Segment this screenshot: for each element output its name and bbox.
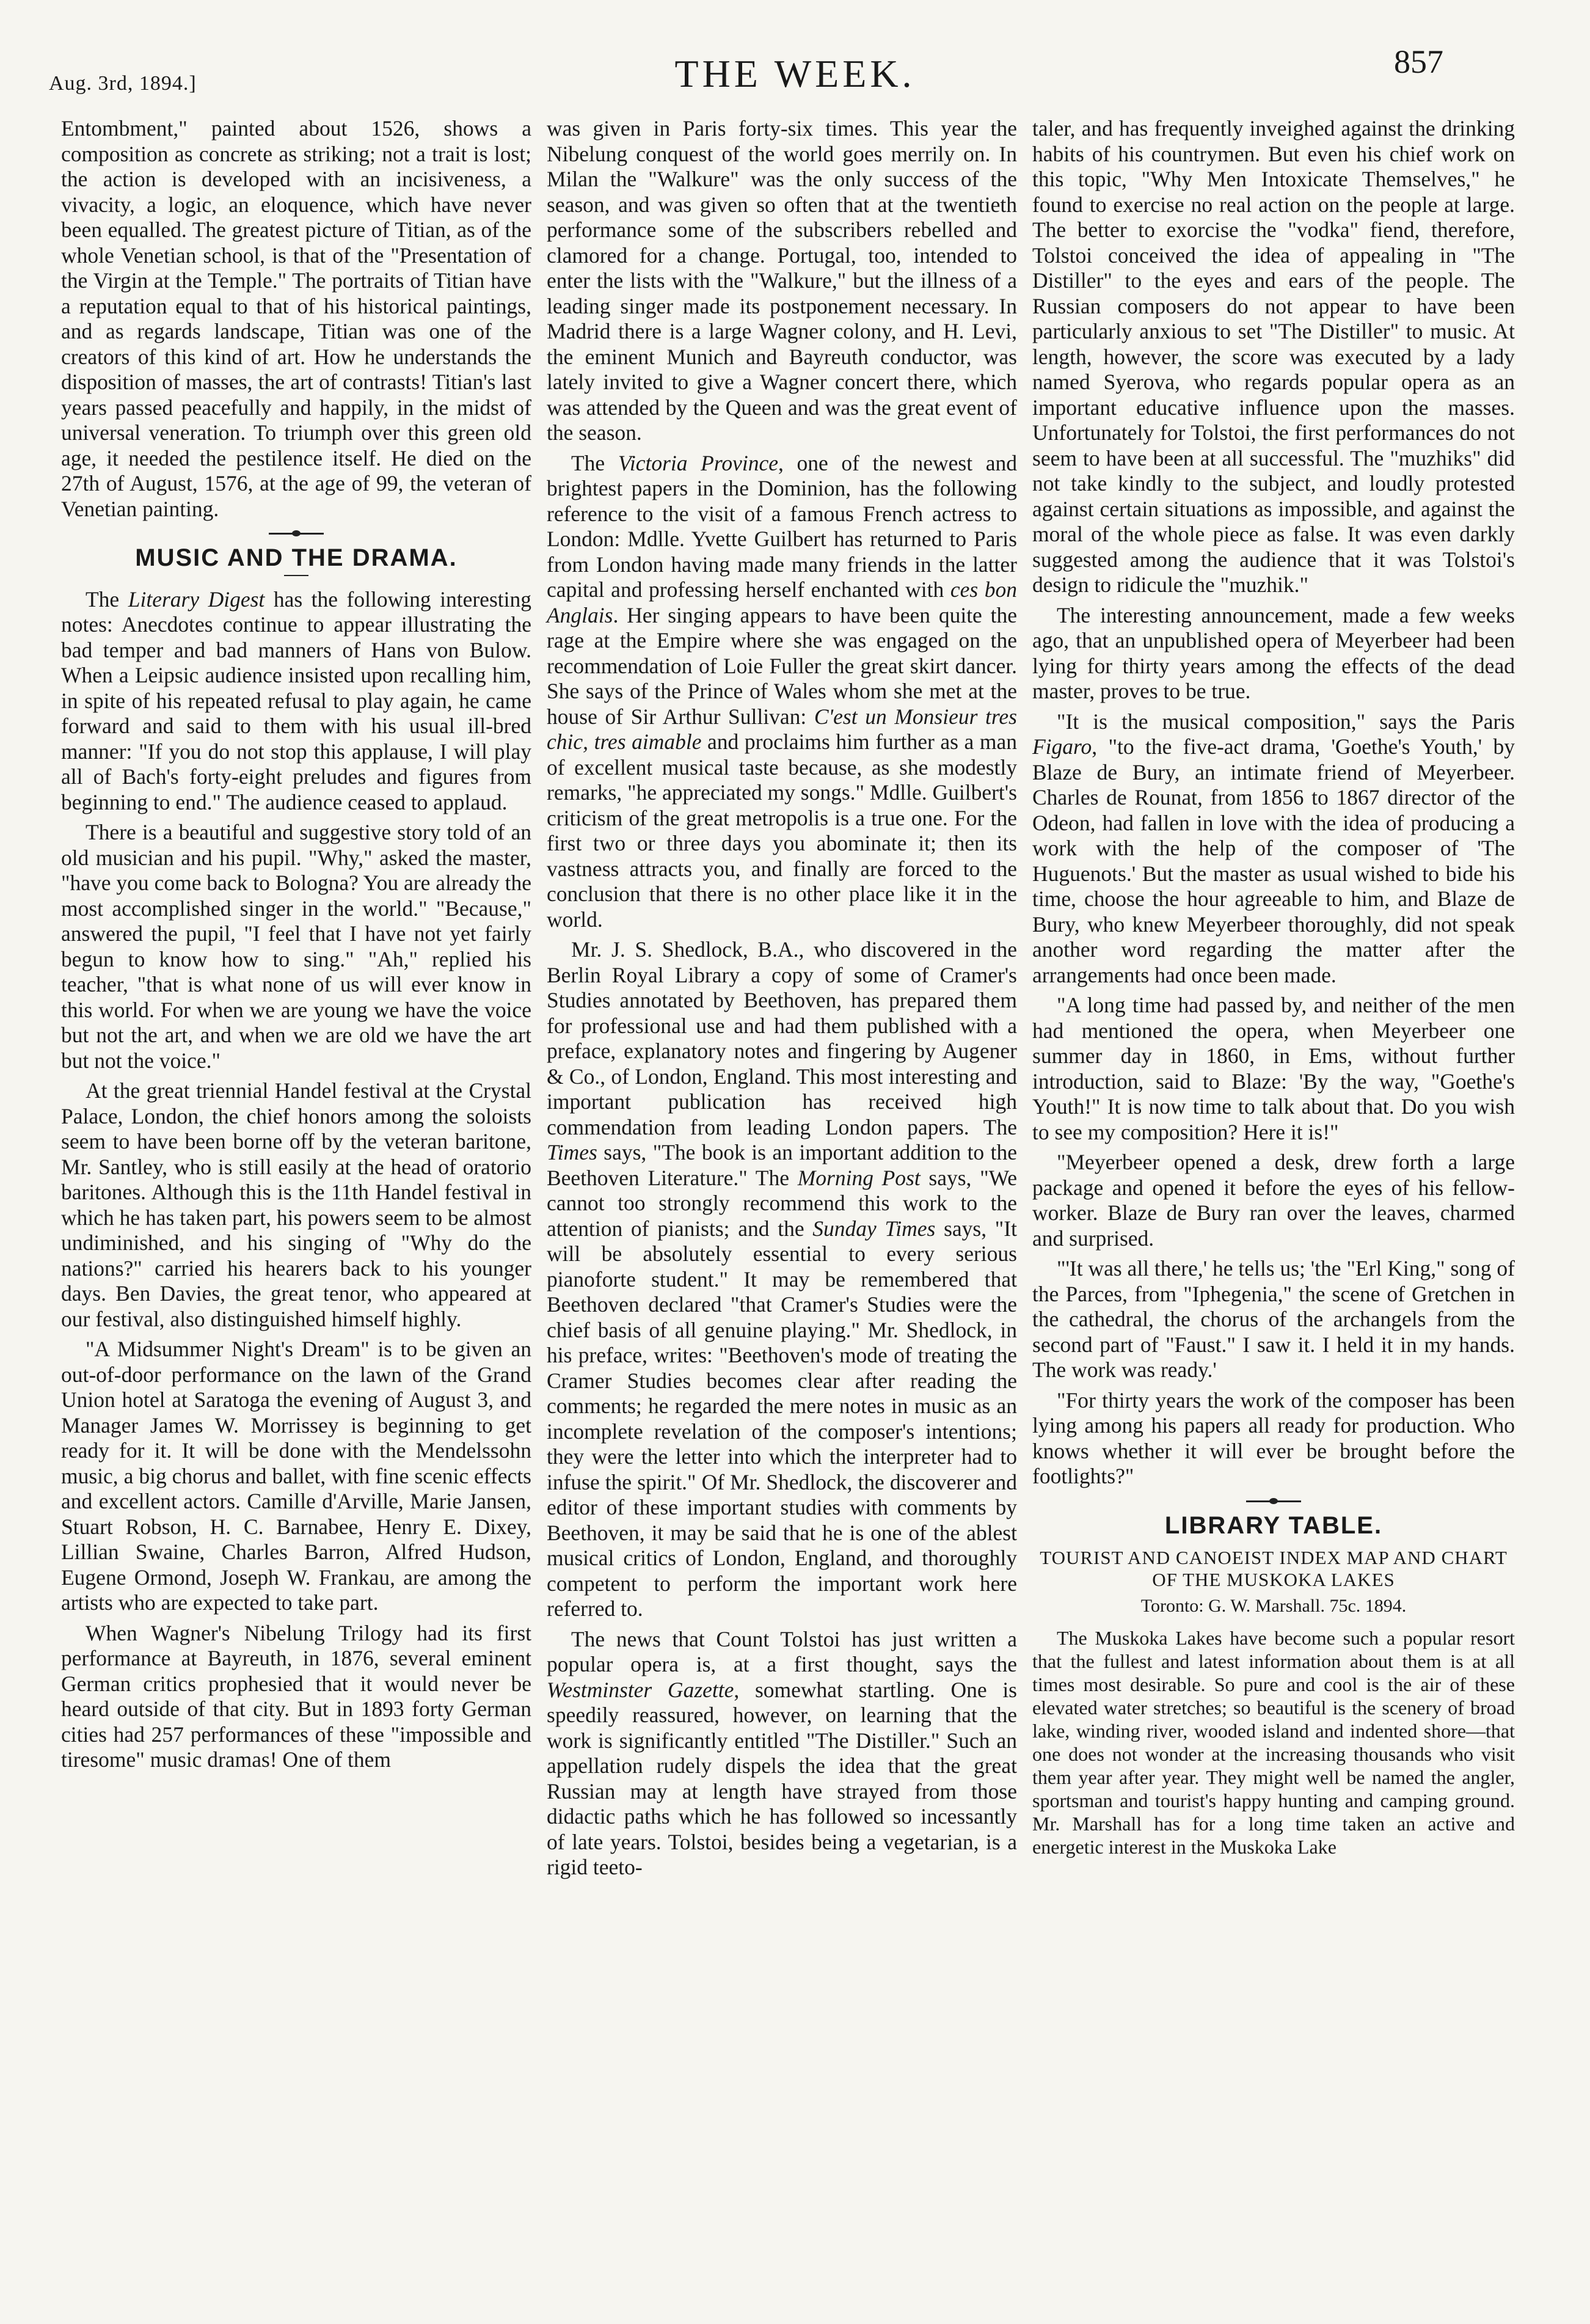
issue-date: Aug. 3rd, 1894.] <box>49 72 197 95</box>
paragraph-victoria-province: The Victoria Province, one of the newest and brightest papers in the Dominion, has the following reference to the visit of a famous French actress to London: Mdlle. Yvette Guilbert has returned to Paris from London having made many friends in the latter capital and professing herself enchanted with ces bon Anglais. Her singing appears to have been quite the rage at the Empire where she was engaged on the recommendation of Loie Fuller the great skirt dancer. She says of the Prince of Wales whom she met at the house of Sir Arthur Sullivan: C'est un Monsieur tres chic, tres aimable and proclaims him further as a man of excellent musical taste because, as she modestly remarks, "he appreciated my songs." Mdlle. Guilbert's criticism of the great metropolis is a true one. For the first two or three days you abominate it; then its vastness attracts you, and finally are forced to the conclusion that there is no other place like it in the world. <box>547 450 1017 932</box>
paragraph-handel-festival: At the great triennial Handel festival at the Crystal Palace, London, the chief honors among the soloists seem to have been borne off by the veteran baritone, Mr. Santley, who is still easily at the head of oratorio baritones. Although this is the 11th Handel festival in which he has taken part, his powers seem to be almost undiminished, and his singing of "Why do the nations?" carried his hearers back to his younger days. Ben Davies, the great tenor, who appeared at our festival, also distinguished himself highly. <box>61 1078 531 1331</box>
paragraph-all-there: "'It was all there,' he tells us; 'the "Erl King," song of the Parces, from "Iphegenia," the scene of Gretchen in the cathedral, the chorus of the archangels from the second part of "Faust." I saw it. I held it in my hands. The work was ready.' <box>1032 1256 1515 1382</box>
page-number: 857 <box>1394 43 1443 80</box>
book-title: TOURIST AND CANOEIST INDEX MAP AND CHART OF THE MUSKOKA LAKES <box>1040 1547 1508 1590</box>
section-heading-music-drama: MUSIC AND THE DRAMA. <box>135 544 458 571</box>
paragraph-thirty-years: "For thirty years the work of the composer has been lying among his papers all ready for production. Who knows whether it will ever be brought before the footlights?" <box>1032 1387 1515 1488</box>
paragraph-figaro: "It is the musical composition," says the Paris Figaro, "to the five-act drama, 'Goethe's Youth,' by Blaze de Bury, an intimate friend of Meyerbeer. Charles de Rounat, from 1856 to 1867 director of the Odeon, had fallen in love with the idea of producing a work with the help of the composer of 'The Huguenots.' But the master as usual wished to bide his time, choose the hour agreeable to him, and Blaze de Bury, who knew Meyerbeer thoroughly, did not speak another word regarding the matter after the arrangements had once been made. <box>1032 709 1515 987</box>
paragraph-distiller: taler, and has frequently inveighed against the drinking habits of his countrymen. But even his chief work on this topic, "Why Men Intoxicate Themselves," he found to exercise no real action on the people at large. The better to exorcise the "vodka" fiend, therefore, Tolstoi conceived the idea of appealing in "The Distiller" to the eyes and ears of the people. The Russian composers do not appear to have been particularly anxious to set "The Distiller" to music. At length, however, the score was executed by a lady named Syerova, who regards popular opera as an important educative influence upon the masses. Unfortunately for Tolstoi, the first performances do not seem to have been at all successful. The "muzhiks" did not take kindly to the subject, and loudly protested against certain situations as impossible, and against the moral of the whole piece as false. It was even darkly suggested among the audience that it was Tolstoi's design to ridicule the "muzhik." <box>1032 116 1515 597</box>
paragraph-titian: Entombment," painted about 1526, shows a composition as concrete as striking; not a trait is lost; the action is developed with an incisiveness, a vivacity, a logic, an eloquence, which have never been equalled. The greatest picture of Titian, as of the whole Venetian school, is that of the "Presentation of the Virgin at the Temple." The portraits of Titian have a reputation equal to that of his historical paintings, and as regards landscape, Titian was one of the creators of this kind of art. How he understands the disposition of masses, the art of contrasts! Titian's last years passed peacefully and happily, in the midst of universal veneration. To triumph over this green old age, it needed the pestilence itself. He died on the 27th of August, 1576, at the age of 99, the veteran of Venetian painting. <box>61 116 531 521</box>
paragraph-long-time: "A long time had passed by, and neither of the men had mentioned the opera, when Meyerbeer one summer day in 1860, in Ems, without further introduction, said to Blaze: 'By the way, "Goethe's Youth!" It is now time to talk about that. Do you wish to see my composition? Here it is!" <box>1032 993 1515 1144</box>
paragraph-meyerbeer: The interesting announcement, made a few weeks ago, that an unpublished opera of Meyerbeer had been lying for thirty years among the effects of the dead master, proves to be true. <box>1032 602 1515 703</box>
section-divider <box>269 533 324 535</box>
paragraph-desk: "Meyerbeer opened a desk, drew forth a large package and opened it before the eyes of his fellow-worker. Blaze de Bury ran over the leaves, charmed and surprised. <box>1032 1150 1515 1251</box>
paragraph-wagner: When Wagner's Nibelung Trilogy had its first performance at Bayreuth, in 1876, several eminent German critics prophesied that it would never be heard outside of that city. But in 1893 forty German cities had 257 performances of these "impossible and tiresome" music dramas! One of them <box>61 1620 531 1772</box>
paragraph-paris: was given in Paris forty-six times. This year the Nibelung conquest of the world goes merrily on. In Milan the "Walkure" was the only success of the season, and was given so often that at the twentieth performance some of the subscribers rebelled and clamored for a change. Portugal, too, intended to enter the lists with the "Walkure," but the illness of a leading singer made its postponement necessary. In Madrid there is a large Wagner colony, and H. Levi, the eminent Munich and Bayreuth conductor, was lately invited to give a Wagner concert there, which was attended by the Queen and was the great event of the season. <box>547 116 1017 445</box>
page-header <box>0 0 1590 116</box>
section-heading-library-table: LIBRARY TABLE. <box>1164 1511 1383 1539</box>
column-3 <box>1032 116 1515 2300</box>
heading-rule <box>284 575 308 576</box>
column-1 <box>61 116 531 2300</box>
paragraph-muskoka: The Muskoka Lakes have become such a popular resort that the fullest and latest information about them is at all times most desirable. So pure and cool is the air of these elevated water stretches; so beautiful is the scenery of broad lake, winding river, wooded island and indented shore—that one does not wonder at the increasing thousands who visit them year after year. They might well be named the angler, sportsman and tourist's happy hunting and camping ground. Mr. Marshall has for a long time taken an active and energetic interest in the Muskoka Lake <box>1032 1626 1515 1858</box>
paragraph-literary-digest: The Literary Digest has the following interesting notes: Anecdotes continue to appear illustrating the bad temper and bad manners of Hans von Bulow. When a Leipsic audience insisted upon recalling him, in spite of his repeated refusal to play again, he came forward and said to them with his usual ill-bred manner: "If you do not stop this applause, I will play all of Bach's forty-eight preludes and figures from beginning to end." The audience ceased to applaud. <box>61 586 531 814</box>
column-2 <box>547 116 1017 2300</box>
paragraph-old-musician: There is a beautiful and suggestive story told of an old musician and his pupil. "Why," asked the master, "have you come back to Bologna? You are already the most accomplished singer in the world." "Because," answered the pupil, "I feel that I have not yet fairly begun to know how to sing." "Ah," replied his teacher, "that is what none of us will ever know in this world. For when we are young we have the voice but not the art, and when we are old we have the art but not the voice." <box>61 820 531 1073</box>
paragraph-tolstoi: The news that Count Tolstoi has just written a popular opera is, at a first thought, says the Westminster Gazette, somewhat startling. One is speedily reassured, however, on learning that the work is significantly entitled "The Distiller." Such an appellation rudely dispels the idea that the great Russian may at length have strayed from those didactic paths which he has followed so incessantly of late years. Tolstoi, besides being a vegetarian, is a rigid teeto- <box>547 1626 1017 1879</box>
book-publisher: Toronto: G. W. Marshall. 75c. 1894. <box>1140 1596 1407 1616</box>
paragraph-midsummer: "A Midsummer Night's Dream" is to be given an out-of-door performance on the lawn of the Grand Union hotel at Saratoga the evening of August 3, and Manager James W. Morrissey is beginning to get ready for it. It will be done with the Mendelssohn music, a big chorus and ballet, with fine scenic effects and excellent actors. Camille d'Arville, Marie Jansen, Stuart Robson, H. C. Barnabee, Henry E. Dixey, Lillian Swaine, Charles Barron, Alfred Hudson, Eugene Ormond, Joseph W. Frankau, are among the artists who are expected to take part. <box>61 1337 531 1615</box>
paragraph-shedlock: Mr. J. S. Shedlock, B.A., who discovered in the Berlin Royal Library a copy of some of Cramer's Studies annotated by Beethoven, has prepared them for professional use and had them published with a preface, explanatory notes and fingering by Augener & Co., of London, England. This most interesting and important publication has received high commendation from leading London papers. The Times says, "The book is an important addition to the Beethoven Literature." The Morning Post says, "We cannot too strongly recommend this work to the attention of pianists; and the Sunday Times says, "It will be absolutely essential to every serious pianoforte student." It may be remembered that Beethoven declared "that Cramer's Studies were the chief basis of all genuine playing." Mr. Shedlock, in his preface, writes: "Beethoven's mode of treating the Cramer Studies becomes clear after reading the comments; he regarded the mere notes in music as an incomplete revelation of the composer's intentions; they were the letter into which the interpreter had to infuse the spirit." Of Mr. Shedlock, the discoverer and editor of these important studies with comments by Beethoven, it may be said that he is one of the ablest musical critics of London, England, and thoroughly competent to perform the important work here referred to. <box>547 937 1017 1621</box>
publication-title: THE WEEK. <box>674 52 916 95</box>
section-divider <box>1246 1500 1301 1502</box>
